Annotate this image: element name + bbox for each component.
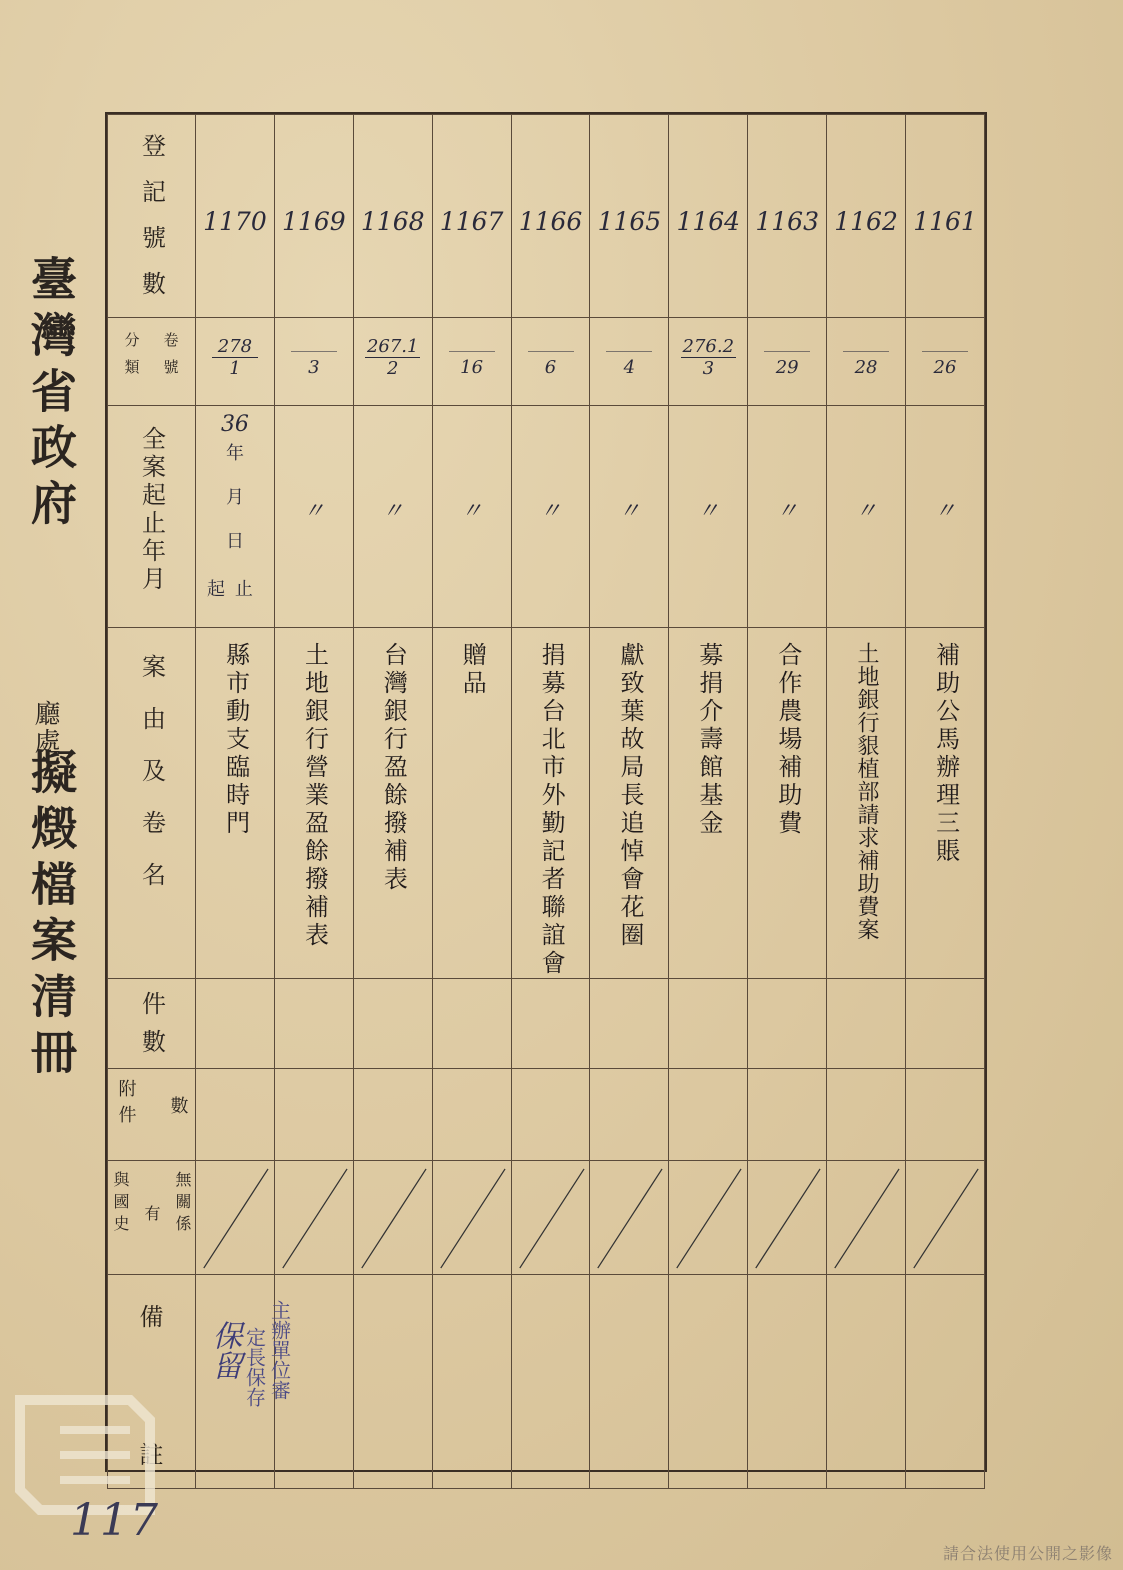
slash-mark: [748, 1161, 826, 1274]
slash-mark: [275, 1161, 353, 1274]
attachment-cell: [511, 1069, 590, 1161]
slash-mark: [906, 1161, 984, 1274]
row-remarks: [108, 1275, 985, 1489]
reg-no-cell: [353, 115, 432, 318]
ledger-table: [105, 112, 987, 1472]
volume-number: 28: [854, 356, 878, 378]
remarks-cell: [748, 1275, 827, 1489]
period-cell: [827, 406, 906, 628]
case-subject: 縣市動支臨時門: [221, 642, 250, 838]
subject-cell: [748, 628, 827, 979]
relation-cell: [353, 1161, 432, 1275]
volume-class: [449, 351, 495, 352]
reg-no: 1165: [597, 207, 662, 236]
volume-cell: [748, 318, 827, 406]
footer-notice: 請合法使用公開之影像: [942, 1544, 1113, 1563]
volume-cell: [511, 318, 590, 406]
ditto-mark: 〃: [539, 499, 562, 524]
ditto-mark: 〃: [855, 499, 878, 524]
subject-cell: [432, 628, 511, 979]
count-cell: [353, 979, 432, 1069]
volume-cell: [590, 318, 669, 406]
count-cell: [196, 979, 275, 1069]
volume-number: 2: [387, 357, 399, 379]
header-volume: 分類 卷號: [108, 318, 196, 406]
reg-no-cell: [432, 115, 511, 318]
attachment-cell: [669, 1069, 748, 1161]
volume-number: 3: [308, 356, 320, 378]
ditto-mark: 〃: [776, 499, 799, 524]
remarks-cell: [274, 1275, 353, 1489]
reg-no-cell: [511, 115, 590, 318]
relation-cell: [196, 1161, 275, 1275]
attachment-cell: [906, 1069, 985, 1161]
stamp-line-1: 主辦單位審: [267, 1300, 292, 1400]
header-reg-no: 登記號數: [108, 115, 196, 318]
count-cell: [274, 979, 353, 1069]
reg-no: 1163: [755, 207, 819, 236]
case-subject: 補助公馬辦理三賬: [931, 642, 960, 866]
ditto-mark: 〃: [381, 499, 404, 524]
volume-class: [922, 351, 968, 352]
reg-no-cell: [827, 115, 906, 318]
volume-number: 1: [229, 357, 241, 379]
page-number: 117: [70, 1495, 160, 1546]
volume-number: 16: [460, 356, 484, 378]
slash-mark: [512, 1161, 590, 1274]
reg-no-cell: [669, 115, 748, 318]
volume-cell: [196, 318, 275, 406]
department-label: 廳處: [30, 700, 60, 756]
reg-no: 1161: [913, 207, 977, 236]
remarks-cell: [511, 1275, 590, 1489]
count-cell: [827, 979, 906, 1069]
count-cell: [511, 979, 590, 1069]
reg-no-cell: [196, 115, 275, 318]
header-history-relation: 與國史 有 無關係: [108, 1161, 196, 1275]
period-cell: [748, 406, 827, 628]
volume-number: 26: [933, 356, 957, 378]
ditto-mark: 〃: [618, 499, 641, 524]
reg-no: 1162: [834, 207, 898, 236]
period-cell: [511, 406, 590, 628]
subject-cell: [669, 628, 748, 979]
remarks-cell: [353, 1275, 432, 1489]
header-count: 件數: [108, 979, 196, 1069]
volume-number: 29: [775, 356, 799, 378]
period-cell: [353, 406, 432, 628]
volume-class: [606, 351, 652, 352]
count-cell: [906, 979, 985, 1069]
volume-class: [764, 351, 810, 352]
period-cell: [590, 406, 669, 628]
reg-no-cell: [906, 115, 985, 318]
period-cell: [274, 406, 353, 628]
reg-no: 1166: [518, 207, 583, 236]
ditto-mark: 〃: [934, 499, 957, 524]
relation-cell: [827, 1161, 906, 1275]
ditto-mark: 〃: [697, 499, 720, 524]
subject-cell: [906, 628, 985, 979]
government-title: 臺灣省政府: [24, 255, 78, 535]
subject-cell: [353, 628, 432, 979]
attachment-cell: [274, 1069, 353, 1161]
period-cell: [196, 406, 275, 628]
period-start-end: 起止: [206, 579, 263, 600]
count-cell: [748, 979, 827, 1069]
case-subject: 土地銀行營業盈餘撥補表: [300, 642, 329, 950]
period-month-unit: 月: [225, 487, 244, 508]
header-subject: 案由及卷名: [108, 628, 196, 979]
slash-mark: [590, 1161, 668, 1274]
attachment-cell: [432, 1069, 511, 1161]
volume-class: [843, 351, 889, 352]
ditto-mark: 〃: [302, 499, 325, 524]
volume-class: 276.2: [682, 336, 735, 357]
remarks-cell: [669, 1275, 748, 1489]
case-subject: 合作農場補助費: [773, 642, 802, 838]
remarks-cell: [906, 1275, 985, 1489]
volume-class: [291, 351, 337, 352]
reg-no-cell: [274, 115, 353, 318]
volume-class: 267.1: [366, 336, 419, 357]
count-cell: [669, 979, 748, 1069]
row-reg-no: [108, 115, 985, 318]
attachment-cell: [196, 1069, 275, 1161]
relation-cell: [590, 1161, 669, 1275]
row-subject: [108, 628, 985, 979]
slash-mark: [669, 1161, 747, 1274]
reg-no-cell: [590, 115, 669, 318]
relation-cell: [906, 1161, 985, 1275]
count-cell: [590, 979, 669, 1069]
subject-cell: [196, 628, 275, 979]
subject-cell: [511, 628, 590, 979]
relation-cell: [432, 1161, 511, 1275]
row-volume: [108, 318, 985, 406]
row-attachments: [108, 1069, 985, 1161]
slash-mark: [354, 1161, 432, 1274]
ditto-mark: 〃: [460, 499, 483, 524]
slash-mark: [196, 1161, 274, 1274]
reg-no: 1164: [676, 207, 741, 236]
reg-no: 1170: [203, 207, 267, 236]
case-subject: 台灣銀行盈餘撥補表: [379, 642, 408, 894]
reg-no: 1168: [360, 207, 425, 236]
volume-class: 278: [212, 338, 258, 358]
header-period: 全案起止年月: [108, 406, 196, 628]
subject-cell: [590, 628, 669, 979]
case-subject: 贈品: [458, 642, 487, 698]
row-period: [108, 406, 985, 628]
header-attachments: 附件 數: [108, 1069, 196, 1161]
row-history-relation: [108, 1161, 985, 1275]
reg-no: 1167: [439, 207, 504, 236]
volume-cell: [906, 318, 985, 406]
volume-class: [528, 351, 574, 352]
slash-mark: [433, 1161, 511, 1274]
row-count: [108, 979, 985, 1069]
subject-cell: [827, 628, 906, 979]
case-subject: 捐募台北市外勤記者聯誼會: [537, 642, 566, 978]
volume-cell: [274, 318, 353, 406]
subject-cell: [274, 628, 353, 979]
remarks-cell: [432, 1275, 511, 1489]
header-remarks: 備 註: [108, 1275, 196, 1489]
case-subject: 土地銀行貇植部請求補助費案: [854, 642, 880, 941]
stamp-handwritten: 保留: [206, 1320, 242, 1380]
volume-cell: [353, 318, 432, 406]
period-cell: [906, 406, 985, 628]
volume-cell: [827, 318, 906, 406]
relation-cell: [511, 1161, 590, 1275]
attachment-cell: [748, 1069, 827, 1161]
volume-cell: [669, 318, 748, 406]
volume-cell: [432, 318, 511, 406]
volume-number: 6: [544, 356, 557, 378]
slash-mark: [827, 1161, 905, 1274]
period-day-unit: 日: [225, 531, 244, 552]
relation-cell: [669, 1161, 748, 1275]
attachment-cell: [353, 1069, 432, 1161]
relation-cell: [748, 1161, 827, 1275]
list-title: 擬燬檔案清冊: [24, 748, 78, 1084]
relation-cell: [274, 1161, 353, 1275]
case-subject: 募捐介壽館基金: [694, 642, 723, 838]
volume-number: 3: [702, 357, 715, 379]
remarks-cell: [590, 1275, 669, 1489]
attachment-cell: [827, 1069, 906, 1161]
period-year: 36: [220, 412, 249, 437]
period-cell: [432, 406, 511, 628]
remarks-cell: [196, 1275, 292, 1489]
period-year-unit: 年: [225, 443, 244, 464]
case-subject: 獻致葉故局長追悼會花圈: [616, 642, 645, 950]
remarks-cell: [827, 1275, 906, 1489]
count-cell: [432, 979, 511, 1069]
reg-no: 1169: [282, 207, 346, 236]
period-cell: [669, 406, 748, 628]
period-first-entry: [196, 406, 274, 619]
stamp-line-2: 定長保存: [242, 1327, 267, 1407]
reg-no-cell: [748, 115, 827, 318]
attachment-cell: [590, 1069, 669, 1161]
volume-number: 4: [623, 356, 636, 378]
